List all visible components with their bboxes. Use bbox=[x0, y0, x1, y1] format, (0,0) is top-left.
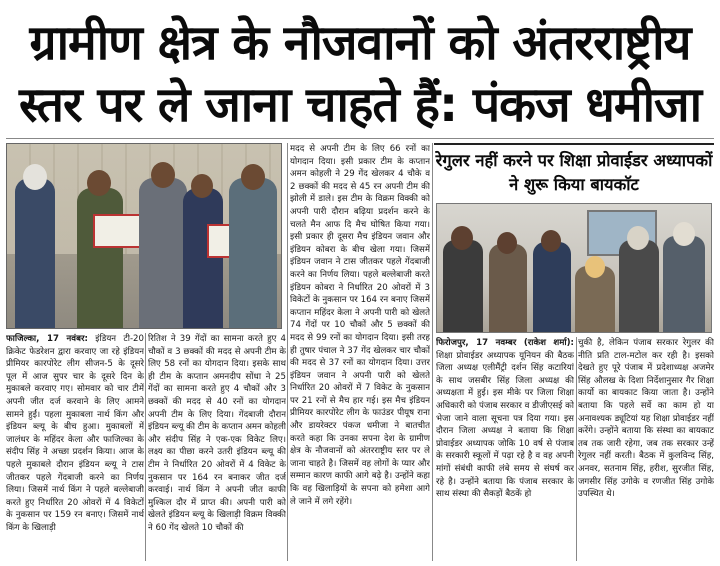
article-2-dateline: फिरोजपुर, 17 नवम्बर (राकेश शर्मा): bbox=[436, 338, 574, 348]
main-headline bbox=[0, 0, 720, 135]
headline-rule bbox=[6, 138, 714, 139]
column-rule bbox=[432, 143, 433, 561]
column-rule bbox=[576, 337, 577, 561]
award-ceremony-photo bbox=[6, 143, 282, 329]
article-2-column-1-text: शिक्षा प्रोवाईडर अध्यापक यूनियन की बैठक जिला अध्यक्ष एलीमैंट्री दर्शन सिंह कटारियां के साथ जसबीर सिंह जिला अध्यक्ष की अध्यक्षता में हुई। इस मीके पर जिला शिक्षा अधिकारी को पंजाब सरकार व डीजीएसई को भेजा जाने वाला सूचना पत्र दिया गया। इस दौरान जिला अध्यक्ष ने बताया कि शिक्षा प्रोवाईडर अध्यापक जोकि 10 वर्ष से पंजाब के सरकारी स्कूलों में पढ़ा रहे है व वह अपनी मांगों संबंधी काफी लंबे समय से संघर्ष कर रहे है। उन्होंने बताया कि पंजाब सरकार के साथ संस्था की सैकड़ों बैठकें हो bbox=[436, 350, 574, 500]
article-2-column-2: चुकी है, लेकिन पंजाब सरकार रेगुलर की नीति प्रति टाल-मटोल कर रही है। इसको देखते हुए पूरे पंजाब में प्रदेशाध्यक्ष अजमेर सिंह औलख के दिशा निर्देशानुसार गैर शिक्षा कार्यो का बायकाट किया जाता है। उन्होंने बताया कि पहले सर्वे का काम हो या अनावश्यक ड्यूटियां यह शिक्षा प्रोवाईडर नहीं करेंगे। उन्होंने बताया कि संस्था का बायकाट तब तक जारी रहेगा, जब तक सरकार उन्हें रेगुलर नहीं करती। बैठक में कुलविन्द सिंह, अनवर, सतनाम सिंह, हरीश, सुरजीत सिंह, जगसीर सिंह उगोके व रणजीत सिंह उगोके उपस्थित थे। bbox=[578, 338, 714, 500]
article-1-column-1 bbox=[6, 333, 144, 561]
article-1-column-1-text: इंडियन टी-20 क्रिकेट फेडरेशन द्वारा करवाए जा रहे इंडियन प्रीमियर कारपोरेट लीग सीजन-5 के दूसरे पूल में आज सुपर चार के दूसरे दिन के मुकाबले करवाए गए। सोमवार को चार टीमें अपनी जीत दर्ज करवाने के लिए आमने सामने हुईं। पहला मुकाबला नार्थ किंग और इंडियन ब्ल्यू के बीच हुआ। मुकाबलों में जालंधर के महिंदर केला और फाजिल्का के संदीप सिंह ने अच्छा प्रदर्शन किया। आज के पहले मुकाबले दौरान इंडियन ब्ल्यू ने टास जीतकर पहले गेंदबाजी करने का निर्णय लिया। जिसमें नार्थ किंग ने पहले बल्लेबाजी करते हुए निर्धारित 20 ओवरों में 4 विकेटों के नुकसान पर 159 रन बनाए। जिसमें नार्थ किंग के खिलाड़ी bbox=[6, 334, 144, 533]
headline-line-1: ग्रामीण क्षेत्र के नौजवानों को अंतरराष्ट्रीय bbox=[29, 15, 691, 71]
teachers-meeting-photo bbox=[436, 203, 712, 333]
article-1-column-2: रितिश ने 39 गेंदों का सामना करते हुए 4 चौकों व 3 छक्कों की मदद से अपनी टीम के लिए 58 रनों का योगदान दिया। इसके साथ ही टीम के कप्तान अमनदीप सोंधा ने 25 गेंदों का सामना करते हुए 4 चौकों और 3 छक्कों की मदद से 40 रनों का योगदान अपनी टीम के लिए दिया। गेंदबाजी दौरान इंडियन ब्ल्यू की टीम के कप्तान अमन कोहली और संदीप सिंह ने एक-एक विकेट लिए। लक्ष्य का पीछा करने उतरी इंडियन ब्ल्यू की टीम ने निर्धारित 20 ओवरों में 4 विकेट के नुकसान पर 164 रन बनाकर जीत दर्ज करवाई। नार्थ किंग ने अपनी जीत काफी मुश्किल दौर में प्राप्त की। अपनी पारी को खेलते इंडियन ब्ल्यू के खिलाड़ी विक्रम विक्की ने 60 गेंद खेलते 10 चौकों की bbox=[148, 334, 286, 533]
article-2-column-1 bbox=[436, 337, 574, 561]
article-2-headline: रेगुलर नहीं करने पर शिक्षा प्रोवाईडर अध्यापकों ने शुरू किया बायकाॅट bbox=[434, 143, 714, 201]
article-1-dateline: फाजिल्का, 17 नवंबर: bbox=[6, 334, 88, 344]
column-rule bbox=[287, 143, 288, 561]
headline-line-2: स्तर पर ले जाना चाहते हैं: पंकज धमीजा bbox=[18, 77, 702, 133]
article-1-column-3: मदद से अपनी टीम के लिए 66 रनों का योगदान दिया। इसी प्रकार टीम के कप्तान अमन कोहली ने 29 गेंद खेलकर 4 चौके व 2 छक्कों की मदद से 45 रन अपनी टीम की झोली में डाले। इस टीम के विक्रम विक्की को अपनी पारी दौरान बढ़िया प्रदर्शन करने के चलते मैन आफ दि मैच घोषित किया गया। इसी प्रकार ही दूसरा मैच इंडियन जवान और इंडियन कोबरा के बीच खेला गया। जिसमें इंडियन जवान ने टास जीतकर पहले गेंदबाजी करने का निर्णय लिया। पहले बल्लेबाजी करते इंडियन कोबरा ने निर्धारित 20 ओवरों में 3 विकेटों के नुकसान पर 164 रन बनाए जिसमें कप्तान महिंदर केला ने अपनी पारी को खेलते 74 गेंदों पर 10 चौकों और 5 छक्कों की मदद से 99 रनों का योगदान दिया। इसी तरह ही तुषार पंचाल ने 37 गेंद खेलकर चार चौकों की मदद से 37 रनों का योगदान दिया। उत्तर इंडियन जवान ने अपनी पारी को खेलते निर्धारित 20 ओवरों में 7 विकेट के नुकसान पर 21 रनों से मैच हार गई। इस मैच इंडियन प्रीमियर कारपोरेट लीग के फाउंडर पीयूष राना और डायरेक्टर पंकज धमीजा ने बातचीत करते कहा कि उनका सपना देश के ग्रामीण क्षेत्र के नौजवानों को अंतरराष्ट्रीय स्तर पर ले जाना चाहते है। जिसमें वह लोगों के प्यार और सम्मान कारण काफी आगे बढ़े है। उन्होंने कहा कि वह खिलाड़ियों के सपना को हमेशा आगे ले जाने में लगे रहेंगे। bbox=[290, 144, 430, 507]
column-rule bbox=[145, 333, 146, 561]
